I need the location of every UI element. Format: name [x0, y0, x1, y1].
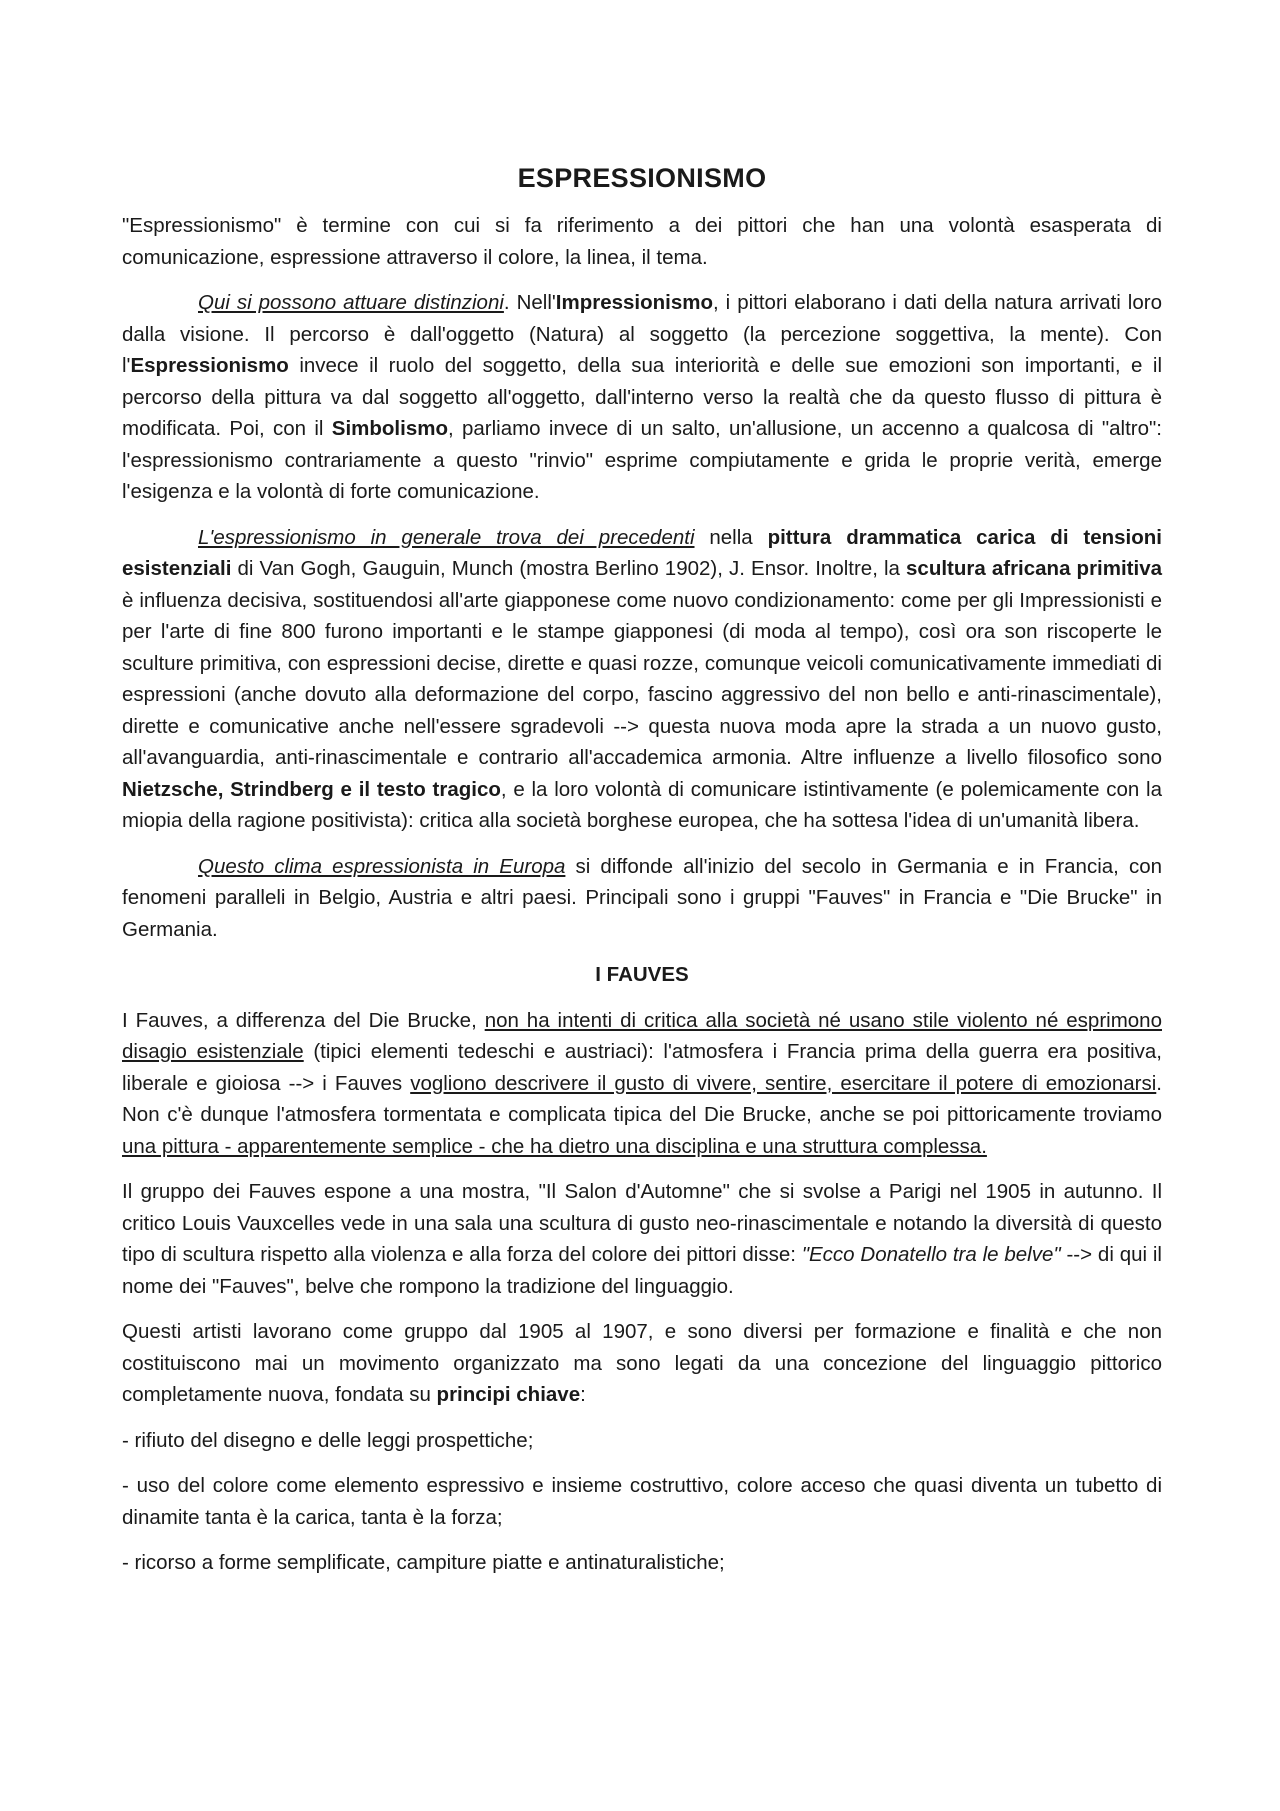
underlined-text: una pittura - apparentemente semplice - che ha dietro una disciplina e una struttura complessa.: [122, 1134, 987, 1158]
underlined-text: non ha intenti di critica alla società né usano stile violento né esprimono disagio esistenziale: [122, 1008, 1162, 1063]
fauves-paragraph: [122, 1005, 1162, 1163]
text-run: . Non c'è dunque l'atmosfera tormentata e complicata tipica del Die Brucke, anche se poi pittoricamente troviamo: [122, 1071, 1162, 1126]
text-run: I Fauves, a differenza del Die Brucke,: [122, 1008, 485, 1032]
text-run: nella: [694, 525, 768, 549]
bold-term: Simbolismo: [331, 417, 448, 440]
text-run: . Nell': [503, 291, 556, 314]
page-title: ESPRESSIONISMO: [517, 163, 767, 193]
bold-term: Nietzsche, Strindberg e il testo tragico: [122, 777, 501, 801]
text-run: è influenza decisiva, sostituendosi all'arte giapponese come nuovo condizionamento: come per gli Impressionisti e per l'arte di fine 800 furono importanti e le stampe giapponesi (di moda al tempo), così ora son riscoperte le sculture primitiva, con espressioni decise, dirette e quasi rozze, comunque veicoli comunicativamente immediati di espressioni (anche dovuto alla deformazione del corpo, fascino aggressivo del non bello e anti-rinascimentale), dirette e comunicative anche nell'essere sgradevoli --> questa nuova moda apre la strada a un nuovo gusto, all'avanguardia, anti-rinascimentale e contrario all'accademica armonia. Altre influenze a livello filosofico sono: [122, 588, 1162, 769]
list-item: - ricorso a forme semplificate, campiture piatte e antinaturalistiche;: [122, 1551, 725, 1574]
principles-paragraph: [122, 1316, 1162, 1411]
section-heading: I FAUVES: [595, 963, 689, 986]
text-run: invece il ruolo del soggetto, della sua interiorità e delle sue emozioni son importanti, e il percorso della pittura va dal soggetto all'oggetto, dall'interno verso la realtà che da questo flusso di pittura è modificata. Poi, con il: [122, 354, 1162, 440]
paragraph-lead: L'espressionismo in generale trova dei precedenti: [198, 525, 695, 549]
europe-paragraph: [122, 851, 1162, 946]
list-item: - uso del colore come elemento espressivo e insieme costruttivo, colore acceso che quasi diventa un tubetto di dinamite tanta è la carica, tanta è la forza;: [122, 1474, 1162, 1529]
paragraph-lead: Qui si possono attuare distinzioni: [198, 291, 504, 314]
bold-term: principi chiave: [436, 1383, 581, 1406]
text-run: , e la loro volontà di comunicare istintivamente (e polemicamente con la miopia della ragione positivista): critica alla società borghese europea, che ha sottesa l'idea di un'umanità libera.: [122, 777, 1162, 832]
paragraph-lead: Questo clima espressionista in Europa: [198, 854, 566, 878]
text-run: Questi artisti lavorano come gruppo dal 1905 al 1907, e sono diversi per formazione e finalità e che non costituiscono mai un movimento organizzato ma sono legati da una concezione del linguaggio pittorico completamente nuova, fondata su: [122, 1320, 1162, 1406]
text-run: Il gruppo dei Fauves espone a una mostra, "Il Salon d'Automne" che si svolse a Parigi nel 1905 in autunno. Il critico Louis Vauxcelles vede in una sala una scultura di gusto neo-rinascimentale e notando la diversità di questo tipo di scultura rispetto alla violenza e alla forza del colore dei pittori disse:: [122, 1180, 1162, 1266]
list-item: - rifiuto del disegno e delle leggi prospettiche;: [122, 1428, 534, 1452]
bold-term: Espressionismo: [130, 354, 289, 377]
bold-term: scultura africana primitiva: [906, 557, 1162, 580]
text-run: , i pittori elaborano i dati della natura arrivati loro dalla visione. Il percorso è dall'oggetto (Natura) al soggetto (la percezione soggettiva, la mente). Con l': [122, 291, 1162, 377]
underlined-text: vogliono descrivere il gusto di vivere, sentire, esercitare il potere di emozionarsi: [410, 1071, 1157, 1095]
text-run: --> di qui il nome dei "Fauves", belve che rompono la tradizione del linguaggio.: [122, 1243, 1162, 1298]
text-run: :: [580, 1383, 586, 1406]
distinctions-paragraph: [122, 287, 1162, 508]
text-run: , parliamo invece di un salto, un'allusione, un accenno a qualcosa di "altro": l'espressionismo contrariamente a questo "rinvio" esprime compiutamente e grida le proprie verità, emerge l'esigenza e la volontà di forte comunicazione.: [122, 417, 1162, 503]
text-run: si diffonde all'inizio del secolo in Germania e in Francia, con fenomeni paralleli in Belgio, Austria e altri paesi. Principali sono i gruppi "Fauves" in Francia e "Die Brucke" in Germania.: [122, 854, 1162, 941]
text-run: di Van Gogh, Gauguin, Munch (mostra Berlino 1902), J. Ensor. Inoltre, la: [231, 557, 907, 580]
text-run: (tipici elementi tedeschi e austriaci): l'atmosfera i Francia prima della guerra era positiva, liberale e gioiosa --> i Fauves: [122, 1040, 1163, 1095]
document-page: [122, 152, 1162, 1593]
salon-paragraph: [122, 1176, 1162, 1302]
precedents-paragraph: [122, 522, 1162, 837]
italic-quote: "Ecco Donatello tra le belve": [801, 1243, 1061, 1266]
intro-paragraph: "Espressionismo" è termine con cui si fa riferimento a dei pittori che han una volontà esasperata di comunicazione, espressione attraverso il colore, la linea, il tema.: [122, 214, 1162, 269]
bold-term: Impressionismo: [555, 291, 714, 314]
bold-term: pittura drammatica carica di tensioni esistenziali: [122, 525, 1162, 580]
